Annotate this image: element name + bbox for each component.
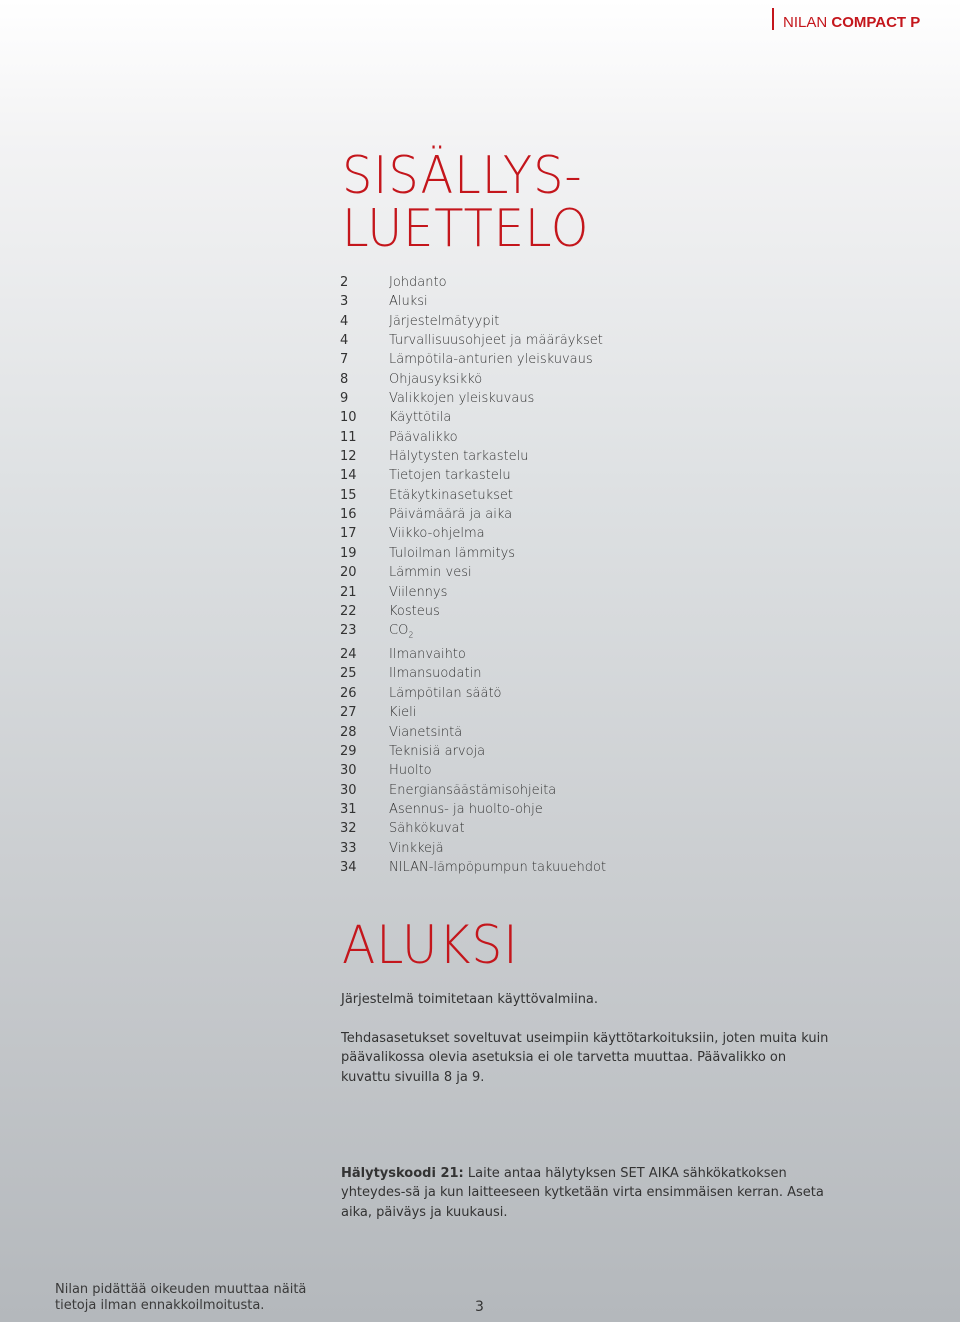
toc-item <box>340 428 606 447</box>
toc-item-text: Johdanto <box>389 275 447 290</box>
toc-item-text: Viikko-ohjelma <box>389 526 485 542</box>
toc-item <box>340 273 606 292</box>
toc-item <box>340 723 606 742</box>
toc-title <box>342 146 590 259</box>
toc-item <box>340 800 606 819</box>
toc-item-label <box>389 486 513 505</box>
toc-item-text: Valikkojen yleiskuvaus <box>389 391 535 407</box>
toc-item-text: Kieli <box>389 705 417 721</box>
toc-item <box>340 583 606 602</box>
toc-item <box>340 684 606 703</box>
toc-item <box>340 389 606 408</box>
toc-item-text: Aluksi <box>389 294 428 310</box>
toc-item-text: Sähkökuvat <box>389 821 465 837</box>
toc-item <box>340 331 606 350</box>
footer-line2: tietoja ilman ennakkoilmoitusta. <box>55 1298 265 1313</box>
toc-item-label <box>389 684 502 703</box>
toc-item <box>340 742 606 761</box>
toc-item <box>340 703 606 722</box>
toc-page-number: 28 <box>340 724 357 740</box>
toc-page-number: 7 <box>340 352 349 368</box>
toc-page-number: 33 <box>340 840 357 856</box>
toc-item <box>340 466 606 485</box>
toc-title-line1: SISÄLLYS- <box>342 146 583 206</box>
toc-page-number: 26 <box>340 685 357 701</box>
toc-item <box>340 292 606 311</box>
toc-page-number: 31 <box>340 801 357 817</box>
toc-item-label <box>389 839 444 858</box>
toc-item-label <box>389 621 413 645</box>
toc-item <box>340 645 606 664</box>
toc-item <box>340 761 606 780</box>
toc-page-number: 3 <box>340 294 349 310</box>
toc-item-text: Hälytysten tarkastelu <box>389 449 529 465</box>
toc-item-label <box>389 312 499 331</box>
toc-page-number: 24 <box>340 647 357 663</box>
toc-item <box>340 312 606 331</box>
toc-item-label <box>389 505 512 524</box>
toc-page-number: 25 <box>340 666 357 682</box>
toc-item-text: Tuloilman lämmitys <box>389 545 516 561</box>
toc-item <box>340 819 606 838</box>
toc-page-number: 23 <box>340 623 357 639</box>
toc-item <box>340 858 606 877</box>
toc-item <box>340 370 606 389</box>
toc-page-number: 20 <box>340 565 357 581</box>
toc-item-label <box>389 742 485 761</box>
factory-settings-paragraph: Tehdasasetukset soveltuvat useimpiin käyttötarkoituksiin, joten muita kuin päävalikossa olevia asetuksia ei ole tarvetta muuttaa. Päävalikko on kuvattu sivuilla 8 ja 9. <box>341 1031 829 1085</box>
toc-item-text: Turvallisuusohjeet ja määräykset <box>389 333 603 349</box>
toc-page-number: 16 <box>340 507 357 523</box>
toc-page-number: 29 <box>340 743 357 759</box>
toc-item-text: Vianetsintä <box>389 724 463 740</box>
toc-page-number: 21 <box>340 584 357 600</box>
toc-item <box>340 602 606 621</box>
toc-item-text: Tietojen tarkastelu <box>389 468 511 484</box>
toc-page-number: 4 <box>340 313 349 329</box>
toc-item-label <box>389 703 416 722</box>
toc-item-text: Teknisiä arvoja <box>389 743 486 759</box>
header-product-tag <box>772 8 960 30</box>
toc-item-text: Vinkkejä <box>389 840 444 856</box>
toc-page-number: 10 <box>340 410 357 426</box>
toc-item-text: Päävalikko <box>389 429 458 445</box>
toc-page-number: 9 <box>340 391 349 407</box>
toc-item-label <box>389 723 462 742</box>
toc-item-text: Viilennys <box>389 584 448 600</box>
toc-item-text: Kosteus <box>389 603 440 619</box>
alarm-code-text: Laite antaa hälytyksen SET AIKA sähkökatkoksen yhteydes-sä ja kun laitteeseen kytketään virta ensimmäisen kerran. Aseta aika, päiväys ja kuukausi. <box>341 1166 824 1220</box>
toc-item-text: Ohjausyksikkö <box>389 371 483 387</box>
toc-title-line2: LUETTELO <box>342 199 590 259</box>
toc-item <box>340 408 606 427</box>
toc-page-number: 11 <box>340 429 357 445</box>
toc-page-number: 12 <box>340 449 357 465</box>
toc-item-text: Järjestelmätyypit <box>389 313 500 329</box>
toc-page-number: 15 <box>340 487 357 503</box>
toc-item-label <box>389 466 511 485</box>
toc-item-label <box>389 645 466 664</box>
toc-page-number: 19 <box>340 545 357 561</box>
header-brand: NILAN <box>783 14 828 31</box>
toc-item <box>340 664 606 683</box>
page-number: 3 <box>475 1299 484 1315</box>
toc-item-label <box>389 602 440 621</box>
toc-item-label <box>389 524 485 543</box>
toc-item <box>340 524 606 543</box>
alarm-note-paragraph <box>341 1164 831 1222</box>
toc-item-text: Lämmin vesi <box>389 565 472 581</box>
footer-line1: Nilan pidättää oikeuden muuttaa näitä <box>55 1282 307 1297</box>
toc-page-number: 27 <box>340 705 357 721</box>
toc-list <box>340 273 606 877</box>
toc-page-number: 14 <box>340 468 357 484</box>
footer-disclaimer <box>55 1282 306 1314</box>
toc-item-label <box>389 544 515 563</box>
section-title: ALUKSI <box>342 915 519 976</box>
toc-item-text: CO <box>389 623 409 639</box>
header-model: COMPACT P <box>831 14 921 31</box>
toc-item <box>340 486 606 505</box>
toc-item-label <box>389 292 428 311</box>
toc-item-label <box>389 428 458 447</box>
toc-item <box>340 544 606 563</box>
toc-item-text: Etäkytkinasetukset <box>389 487 513 503</box>
toc-item-label <box>389 583 447 602</box>
toc-item-label <box>389 331 603 350</box>
toc-item-label <box>389 761 432 780</box>
toc-item <box>340 621 606 645</box>
toc-page-number: 4 <box>340 333 349 349</box>
intro-paragraph: Järjestelmä toimitetaan käyttövalmiina. <box>341 992 599 1007</box>
toc-item-text: Asennus- ja huolto-ohje <box>389 801 543 817</box>
toc-page-number: 22 <box>340 603 357 619</box>
toc-page-number: 30 <box>340 782 357 798</box>
toc-item <box>340 839 606 858</box>
toc-item-subscript: 2 <box>408 630 414 640</box>
toc-item-label <box>389 350 593 369</box>
toc-page-number: 30 <box>340 763 357 779</box>
toc-item-label <box>389 563 472 582</box>
toc-page-number: 2 <box>340 275 349 290</box>
toc-item-label <box>389 819 465 838</box>
toc-item-label <box>389 389 534 408</box>
toc-item-text: Lämpötilan säätö <box>389 685 502 701</box>
toc-item-text: Energiansäästämisohjeita <box>389 782 557 798</box>
toc-item <box>340 781 606 800</box>
toc-page-number: 17 <box>340 526 357 542</box>
alarm-code-label: Hälytyskoodi 21: <box>341 1166 464 1181</box>
toc-item-text: Ilmanvaihto <box>389 647 466 663</box>
toc-item-label <box>389 273 447 292</box>
toc-item-label <box>389 858 606 877</box>
toc-item-label <box>389 781 556 800</box>
toc-page-number: 8 <box>340 371 349 387</box>
toc-item-text: Ilmansuodatin <box>389 666 482 682</box>
toc-item <box>340 350 606 369</box>
toc-item-text: NILAN-lämpöpumpun takuuehdot <box>389 859 607 875</box>
toc-item-text: Päivämäärä ja aika <box>389 507 513 523</box>
toc-item <box>340 563 606 582</box>
toc-item-text: Huolto <box>389 763 432 779</box>
toc-item-label <box>389 447 528 466</box>
toc-item <box>340 505 606 524</box>
toc-page-number: 32 <box>340 821 357 837</box>
toc-item-text: Lämpötila-anturien yleiskuvaus <box>389 352 593 368</box>
toc-item-label <box>389 664 481 683</box>
toc-item <box>340 447 606 466</box>
toc-page-number: 34 <box>340 859 357 875</box>
toc-item-label <box>389 408 451 427</box>
toc-item-label <box>389 370 482 389</box>
toc-item-label <box>389 800 543 819</box>
toc-item-text: Käyttötila <box>389 410 452 426</box>
